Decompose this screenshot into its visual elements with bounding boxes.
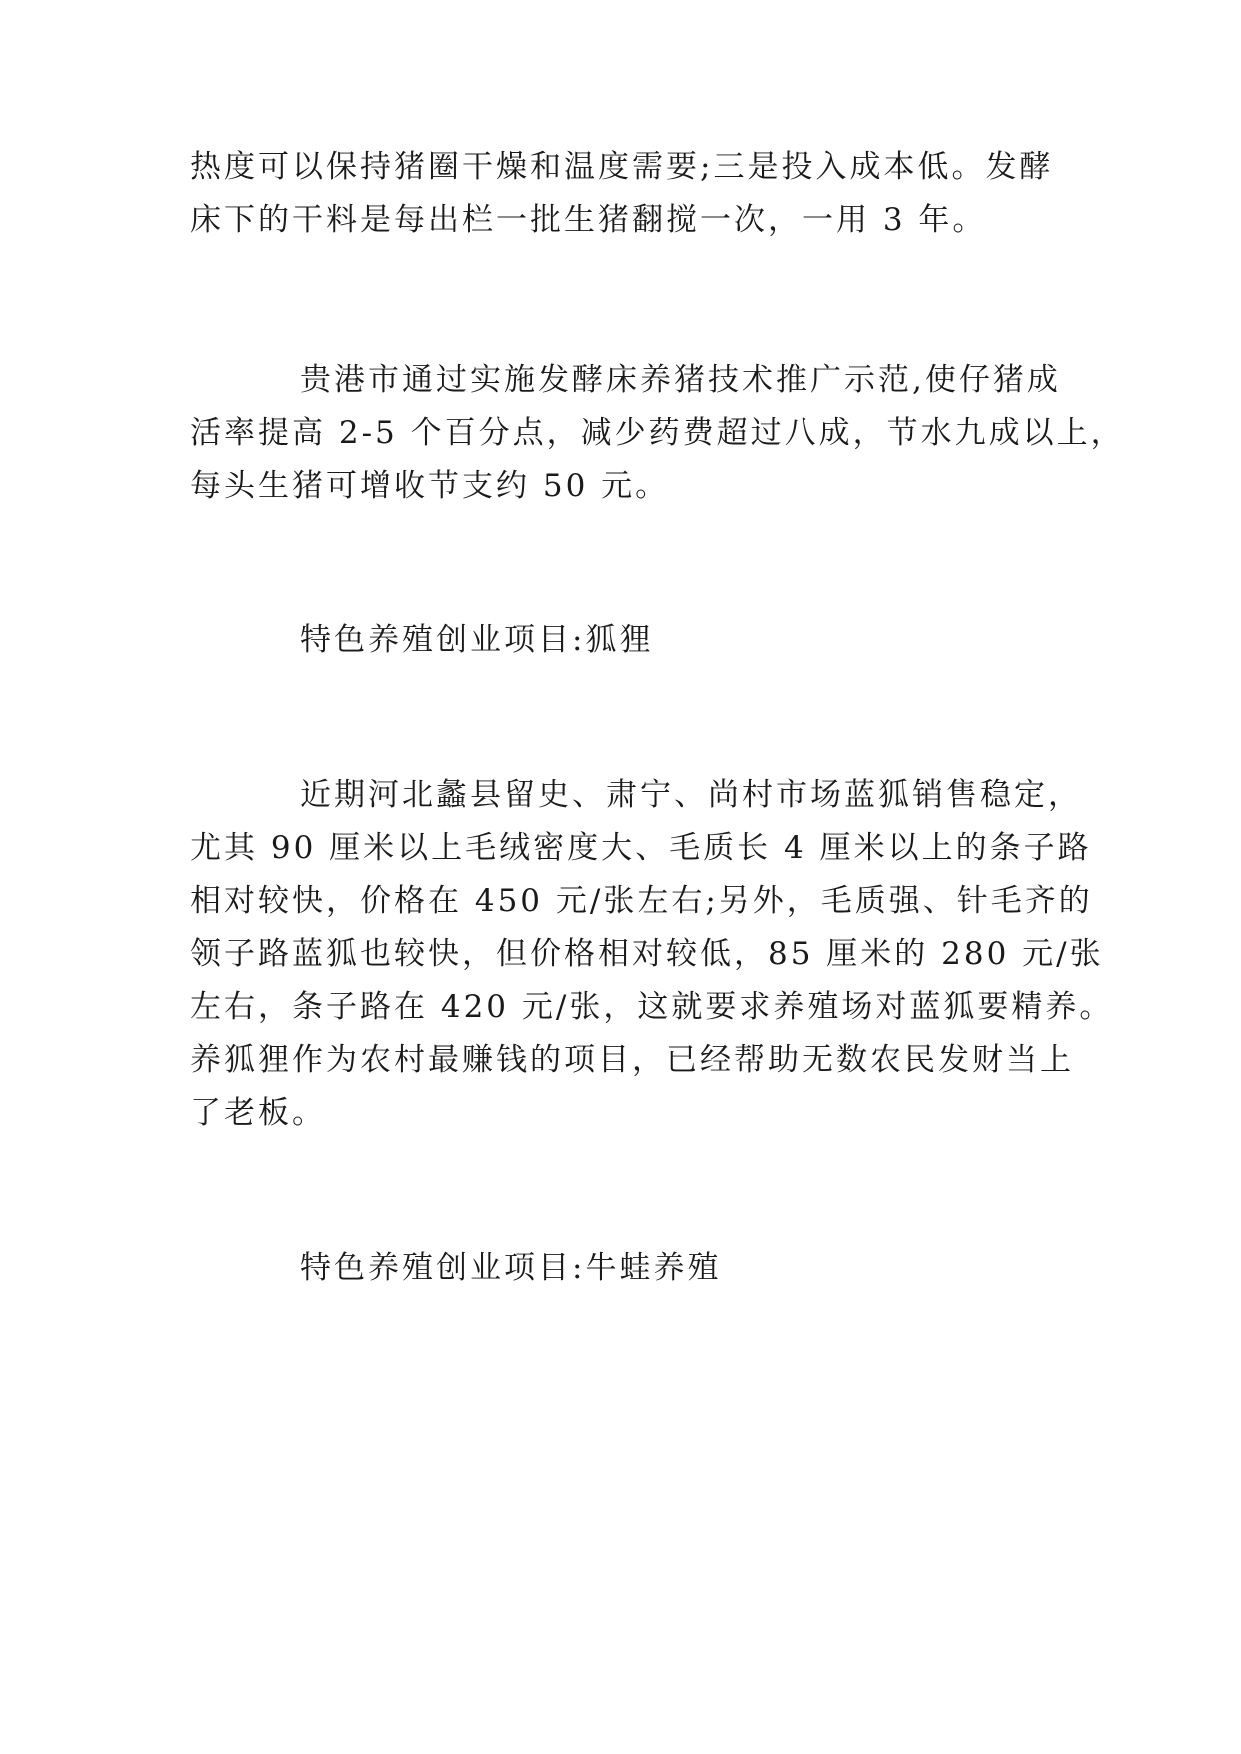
section-heading: 特色养殖创业项目:狐狸 [300, 622, 654, 658]
paragraph-line: 贵港市通过实施发酵床养猪技术推广示范,使仔猪成 [300, 362, 1061, 398]
paragraph-line: 每头生猪可增收节支约 50 元。 [190, 468, 670, 504]
paragraph-line: 近期河北蠡县留史、肃宁、尚村市场蓝狐销售稳定， [300, 777, 1082, 813]
paragraph-line: 床下的干料是每出栏一批生猪翻搅一次，一用 3 年。 [190, 202, 987, 238]
paragraph-line: 活率提高 2-5 个百分点，减少药费超过八成，节水九成以上， [190, 415, 1125, 451]
paragraph-line: 热度可以保持猪圈干燥和温度需要;三是投入成本低。发酵 [190, 149, 1054, 185]
paragraph-line: 相对较快，价格在 450 元/张左右;另外，毛质强、针毛齐的 [190, 883, 1093, 919]
paragraph-line: 领子路蓝狐也较快，但价格相对较低，85 厘米的 280 元/张 [190, 936, 1104, 972]
paragraph-line: 了老板。 [190, 1095, 326, 1131]
section-heading: 特色养殖创业项目:牛蛙养殖 [300, 1250, 722, 1286]
paragraph-line: 尤其 90 厘米以上毛绒密度大、毛质长 4 厘米以上的条子路 [190, 830, 1092, 866]
paragraph-line: 左右，条子路在 420 元/张，这就要求养殖场对蓝狐要精养。 [190, 989, 1114, 1025]
paragraph-line: 养狐狸作为农村最赚钱的项目，已经帮助无数农民发财当上 [190, 1042, 1074, 1078]
